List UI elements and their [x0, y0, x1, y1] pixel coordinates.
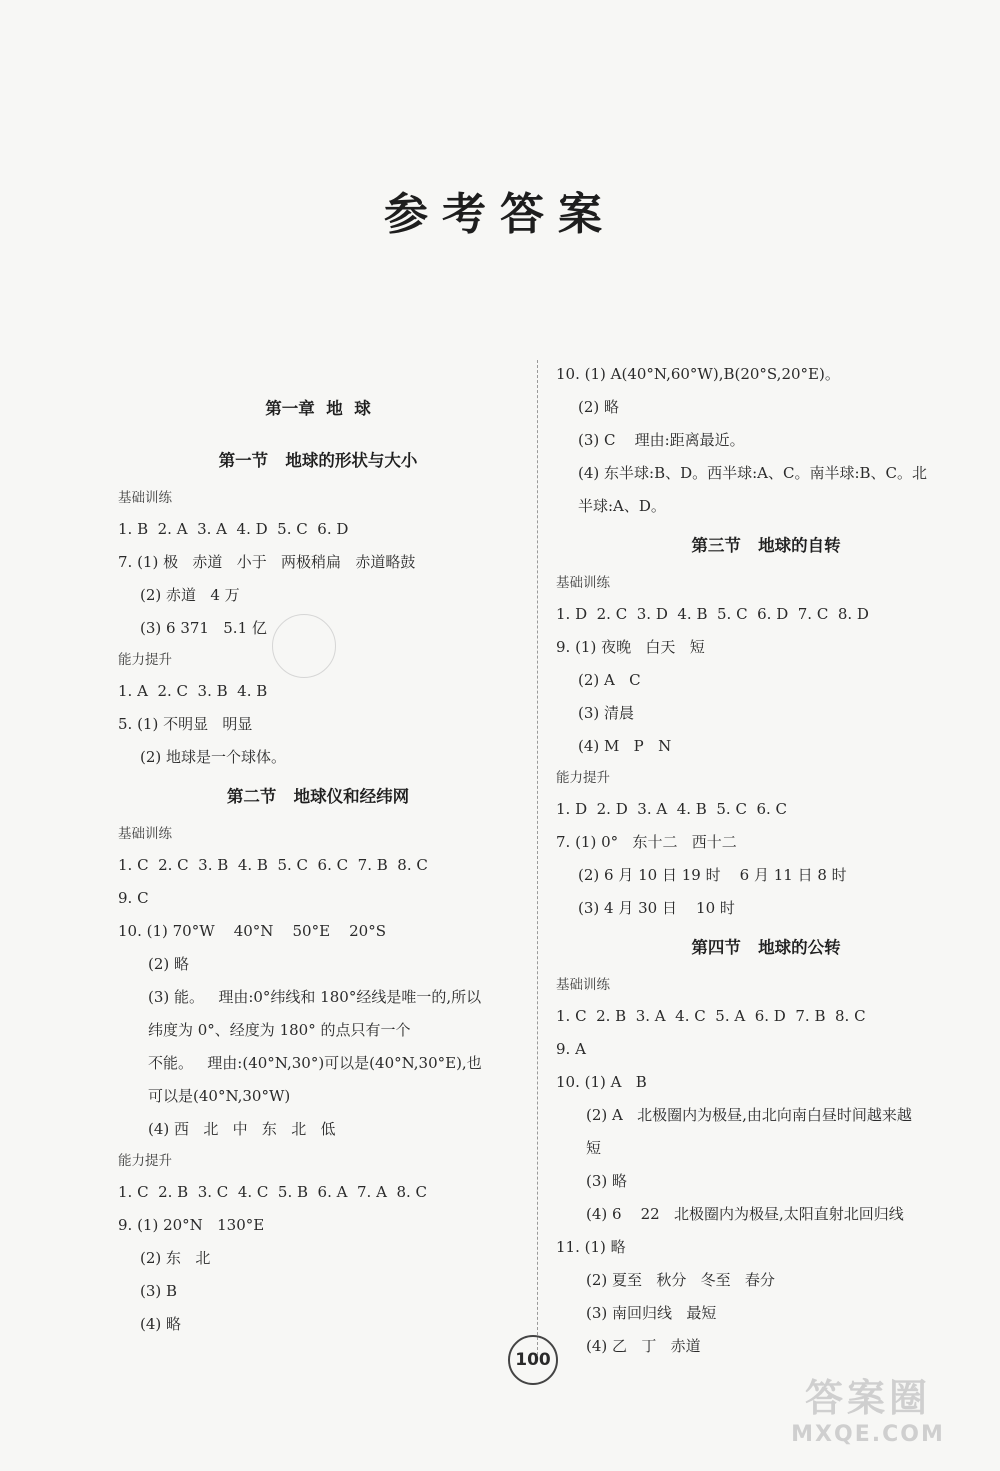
answer-subline: (3) 南回归线 最短: [586, 1304, 717, 1322]
answer-line: 9. A: [556, 1040, 586, 1058]
answer-line: 9. (1) 夜晚 白天 短: [556, 638, 705, 656]
answer-subline: (2) 夏至 秋分 冬至 春分: [586, 1271, 775, 1289]
column-divider: [537, 360, 538, 1360]
watermark-text: 答案圈: [804, 1376, 931, 1420]
answer-subline: (2) 略: [148, 955, 190, 973]
answer-subline: (4) 6 22 北极圈内为极昼,太阳直射北回归线: [586, 1205, 904, 1223]
answer-subline: (2) 6 月 10 日 19 时 6 月 11 日 8 时: [578, 866, 847, 884]
answer-line: 1. C 2. B 3. A 4. C 5. A 6. D 7. B 8. C: [556, 1007, 866, 1025]
answer-subline: 不能。 理由:(40°N,30°)可以是(40°N,30°E),也: [148, 1054, 482, 1072]
answer-subline: (2) 略: [578, 398, 620, 416]
answer-line: 7. (1) 0° 东十二 西十二: [556, 833, 737, 851]
answer-subline: (3) 4 月 30 日 10 时: [578, 899, 735, 917]
subsection-label: 基础训练: [556, 575, 610, 591]
right-column: [556, 358, 976, 1363]
subsection-label: 能力提升: [118, 652, 172, 668]
answer-line: 9. (1) 20°N 130°E: [118, 1216, 265, 1234]
answer-subline: 半球:A、D。: [578, 497, 666, 515]
subsection-label: 基础训练: [118, 490, 172, 506]
section-heading: 第一节 地球的形状与大小: [218, 451, 418, 470]
answer-subline: (4) 西 北 中 东 北 低: [148, 1120, 336, 1138]
answer-subline: (3) 6 371 5.1 亿: [140, 619, 267, 637]
subsection-label: 能力提升: [556, 770, 610, 786]
answer-subline: 短: [586, 1139, 602, 1157]
page-title: 参考答案: [384, 189, 616, 240]
answer-subline: (3) 能。 理由:0°纬线和 180°经线是唯一的,所以: [148, 988, 482, 1006]
answer-line: 1. C 2. C 3. B 4. B 5. C 6. C 7. B 8. C: [118, 856, 428, 874]
answer-line: 1. D 2. D 3. A 4. B 5. C 6. C: [556, 800, 788, 818]
answer-line: 9. C: [118, 889, 149, 907]
answer-line: 11. (1) 略: [556, 1238, 626, 1256]
answer-subline: (2) 地球是一个球体。: [140, 748, 287, 766]
answer-line: 10. (1) 70°W 40°N 50°E 20°S: [118, 922, 386, 940]
section-heading: 第二节 地球仪和经纬网: [226, 787, 410, 806]
answer-subline: (3) 清晨: [578, 704, 635, 722]
faint-stamp-mark: [272, 614, 336, 678]
answer-line: 1. C 2. B 3. C 4. C 5. B 6. A 7. A 8. C: [118, 1183, 428, 1201]
page-number: 100: [508, 1335, 558, 1385]
answer-subline: (3) 略: [586, 1172, 628, 1190]
subsection-label: 基础训练: [556, 977, 610, 993]
watermark-url: MXQE.COM: [791, 1422, 945, 1447]
answer-subline: (2) A C: [578, 671, 641, 689]
left-column-content: [118, 438, 518, 1341]
left-column: [118, 380, 518, 1341]
answer-subline: (2) 赤道 4 万: [140, 586, 240, 604]
answer-subline: (4) M P N: [578, 737, 672, 755]
subsection-label: 能力提升: [118, 1153, 172, 1169]
right-column-content: [556, 358, 976, 1363]
answer-line: 5. (1) 不明显 明显: [118, 715, 253, 733]
answer-subline: 纬度为 0°、经度为 180° 的点只有一个: [148, 1021, 411, 1039]
watermark-logo: [748, 1375, 988, 1455]
section-heading: 第三节 地球的自转: [691, 536, 841, 555]
answer-line: 1. A 2. C 3. B 4. B: [118, 682, 268, 700]
answer-line: 10. (1) A B: [556, 1073, 647, 1091]
subsection-label: 基础训练: [118, 826, 172, 842]
answer-subline: (3) C 理由:距离最近。: [578, 431, 745, 449]
answer-line: 7. (1) 极 赤道 小于 两极稍扁 赤道略鼓: [118, 553, 416, 571]
answer-subline: (2) A 北极圈内为极昼,由北向南白昼时间越来越: [586, 1106, 912, 1124]
answer-line: 1. B 2. A 3. A 4. D 5. C 6. D: [118, 520, 349, 538]
answer-subline: (4) 乙 丁 赤道: [586, 1337, 701, 1355]
answer-subline: 可以是(40°N,30°W): [148, 1087, 291, 1105]
answer-subline: (4) 东半球:B、D。西半球:A、C。南半球:B、C。北: [578, 464, 928, 482]
answer-line: 1. D 2. C 3. D 4. B 5. C 6. D 7. C 8. D: [556, 605, 869, 623]
answer-subline: (3) B: [140, 1282, 178, 1300]
answer-line: 10. (1) A(40°N,60°W),B(20°S,20°E)。: [556, 365, 840, 383]
section-heading: 第四节 地球的公转: [691, 938, 841, 957]
answer-subline: (4) 略: [140, 1315, 182, 1333]
chapter-title: 第一章 地 球: [265, 399, 371, 418]
answer-subline: (2) 东 北: [140, 1249, 211, 1267]
